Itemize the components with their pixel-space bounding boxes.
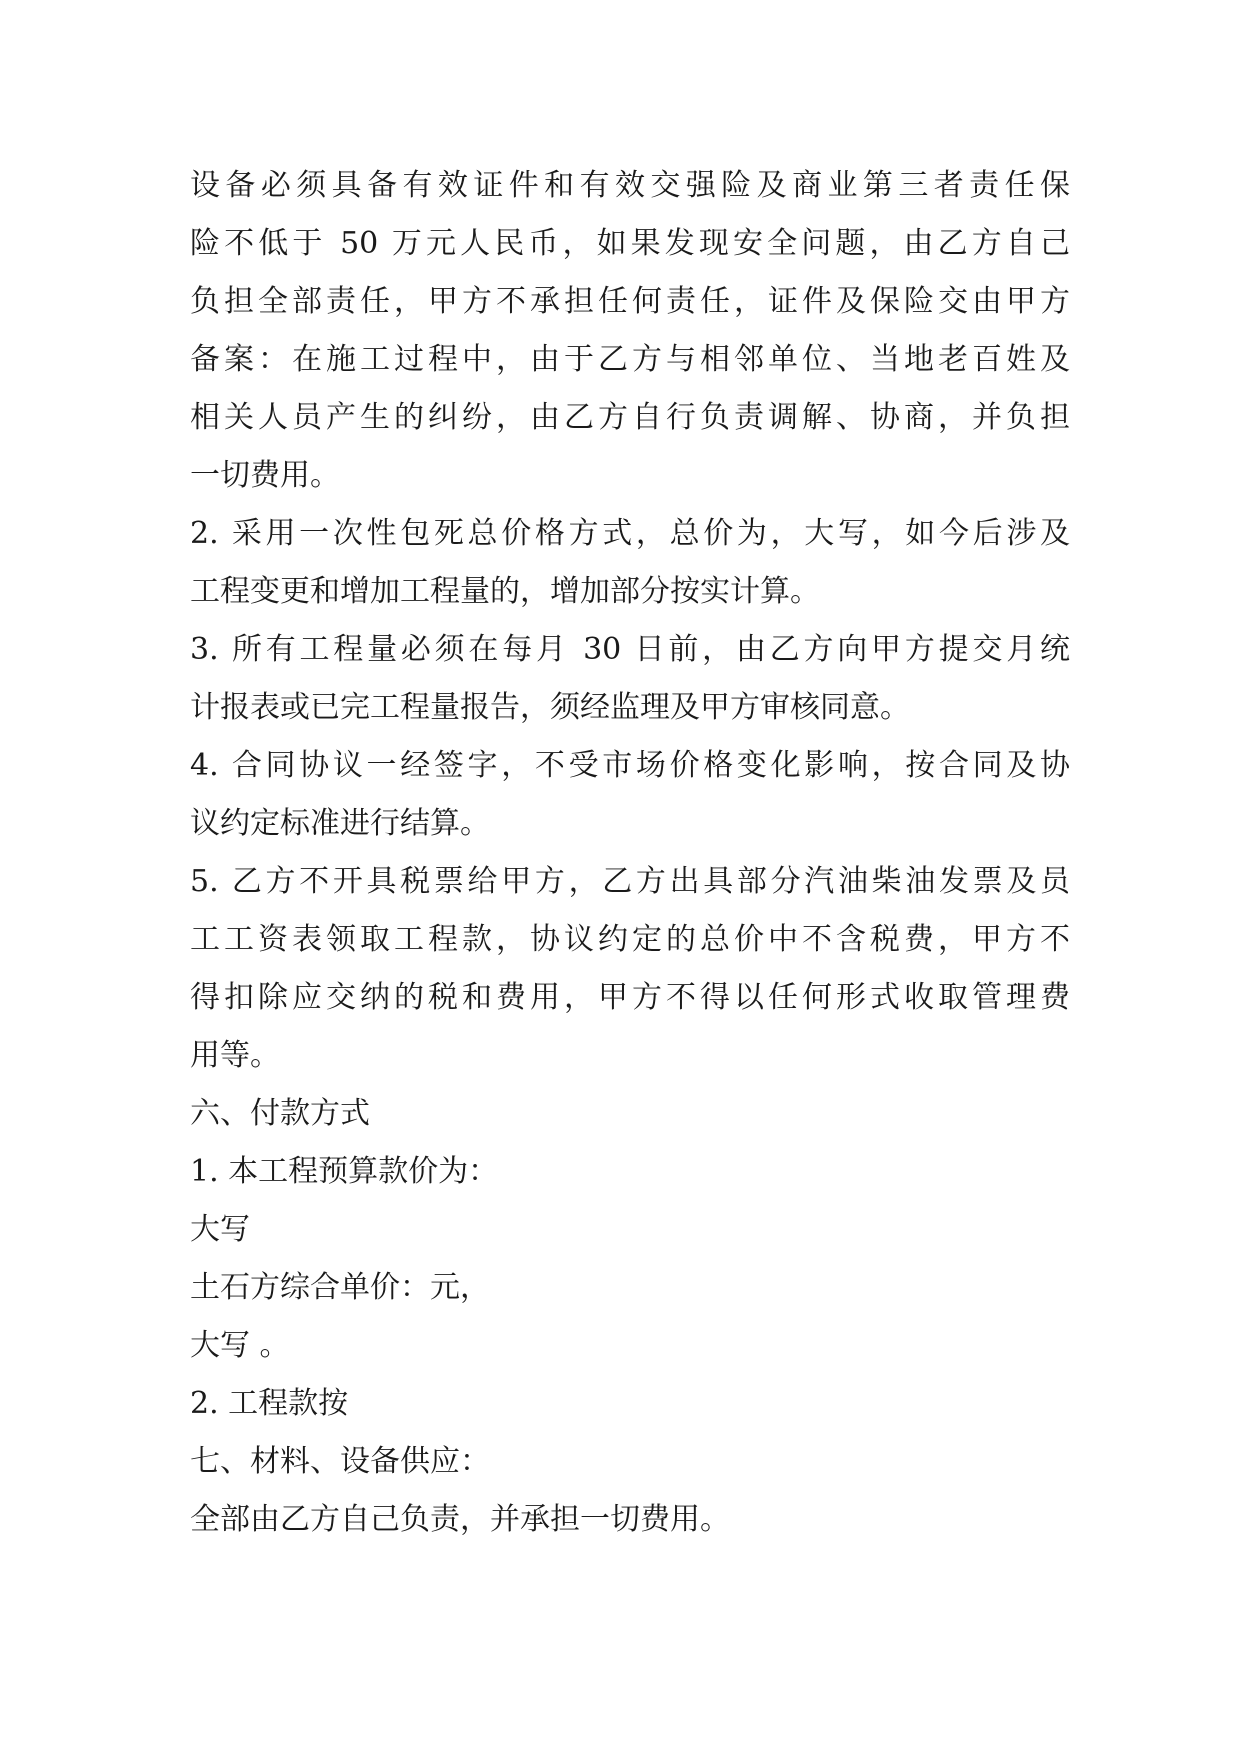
list-item-2: 2. 工程款按 (190, 1386, 349, 1421)
text-line: 计报表或已完工程量报告，须经监理及甲方审核同意。 (190, 690, 910, 725)
text-line: 议约定标准进行结算。 (190, 806, 490, 841)
list-item-5: 5. 乙方不开具税票给甲方，乙方出具部分汽油柴油发票及员 (190, 864, 1070, 899)
text-line: 备案：在施工过程中，由于乙方与相邻单位、当地老百姓及 (190, 342, 1070, 377)
section-heading: 七、材料、设备供应： (190, 1444, 490, 1479)
text-line: 负担全部责任，甲方不承担任何责任，证件及保险交由甲方 (190, 284, 1070, 319)
text-line: 工程变更和增加工程量的，增加部分按实计算。 (190, 574, 820, 609)
text-line: 得扣除应交纳的税和费用，甲方不得以任何形式收取管理费 (190, 980, 1070, 1015)
list-item-2: 2. 采用一次性包死总价格方式，总价为，大写，如今后涉及 (190, 516, 1070, 551)
text-line: 一切费用。 (190, 458, 340, 493)
text-line: 土石方综合单价：元， (190, 1270, 490, 1305)
text-line: 设备必须具备有效证件和有效交强险及商业第三者责任保 (190, 168, 1070, 203)
section-heading: 六、付款方式 (190, 1096, 370, 1131)
list-item-1: 1. 本工程预算款价为： (190, 1154, 499, 1189)
text-line: 工工资表领取工程款，协议约定的总价中不含税费，甲方不 (190, 922, 1070, 957)
list-item-4: 4. 合同协议一经签字，不受市场价格变化影响，按合同及协 (190, 748, 1070, 783)
text-line: 全部由乙方自己负责，并承担一切费用。 (190, 1502, 730, 1537)
text-line: 用等。 (190, 1038, 280, 1073)
text-line: 大写 。 (190, 1328, 290, 1363)
text-line: 险不低于 50 万元人民币，如果发现安全问题，由乙方自己 (190, 226, 1070, 261)
text-line: 大写 (190, 1212, 250, 1247)
text-line: 相关人员产生的纠纷，由乙方自行负责调解、协商，并负担 (190, 400, 1070, 435)
list-item-3: 3. 所有工程量必须在每月 30 日前，由乙方向甲方提交月统 (190, 632, 1070, 667)
